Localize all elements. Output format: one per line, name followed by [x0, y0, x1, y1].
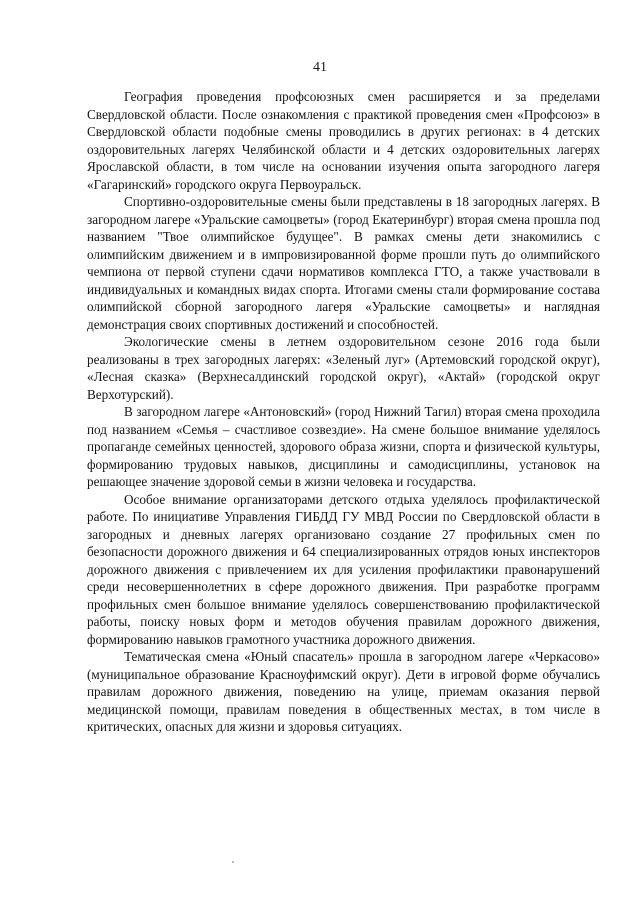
paragraph-young-rescuer: Тематическая смена «Юный спасатель» прошла в загородном лагере «Черкасово» (муниципальное образование Красноуфимский округ). Дети в игровой форме обучались правилам дорожного движения, поведению на улице, приемам оказания первой медицинской помощи, правилам поведения в общественных местах, в том числе в критических, опасных для жизни и здоровья ситуациях.	[87, 649, 600, 734]
scan-speck	[232, 861, 234, 863]
paragraph-road-safety: Особое внимание организаторами детского отдыха уделялось профилактической работе. По инициативе Управления ГИБДД ГУ МВД России по Свердловской области в загородных и дневных лагерях организовано создание 27 профильных смен по безопасности дорожного движения и 64 специализированных отрядов юных инспекторов дорожного движения с привлечением их для усиления профилактики правонарушений среди несовершеннолетних в сфере дорожного движения. При разработке программ профильных смен большое внимание уделялось совершенствованию профилактической работы, поиску новых форм и методов обучения правилам дорожного движения, формированию навыков грамотного участника дорожного движения.	[87, 491, 600, 647]
document-body	[87, 88, 600, 736]
paragraph-family-shift: В загородном лагере «Антоновский» (город Нижний Тагил) вторая смена проходила под названием «Семья – счастливое созвездие». На смене большое внимание уделялось пропаганде семейных ценностей, здорового образа жизни, спорта и физической культуры, формированию трудовых навыков, дисциплины и самодисциплины, установок на решающее значение здоровой семьи в жизни человека и государства.	[87, 404, 600, 489]
paragraph-geography: География проведения профсоюзных смен расширяется и за пределами Свердловской области. После ознакомления с практикой проведения смен «Профсоюз» в Свердловской области подобные смены проводились в других регионах: в 4 детских оздоровительных лагерях Челябинской области и 4 детских оздоровительных лагерях Ярославской области, в том числе на основании изучения опыта загородного лагеря «Гагаринский» городского округа Первоуральск.	[87, 89, 600, 192]
page-number: 41	[313, 60, 327, 75]
paragraph-sports-shifts: Спортивно-оздоровительные смены были представлены в 18 загородных лагерях. В загородном лагере «Уральские самоцветы» (город Екатеринбург) вторая смена прошла под названием "Твое олимпийское будущее". В рамках смены дети знакомились с олимпийским движением и в импровизированной форме прошли путь до олимпийского чемпиона от первой ступени сдачи нормативов комплекса ГТО, а также участвовали в индивидуальных и командных видах спорта. Итогами смены стали формирование состава олимпийской сборной загородного лагеря «Уральские самоцветы» и наглядная демонстрация своих спортивных достижений и способностей.	[87, 194, 600, 332]
paragraph-ecology-shifts: Экологические смены в летнем оздоровительном сезоне 2016 года были реализованы в трех загородных лагерях: «Зеленый луг» (Артемовский городской округ), «Лесная сказка» (Верхнесалдинский городской округ), «Актай» (городской округ Верхотурский).	[87, 334, 600, 402]
